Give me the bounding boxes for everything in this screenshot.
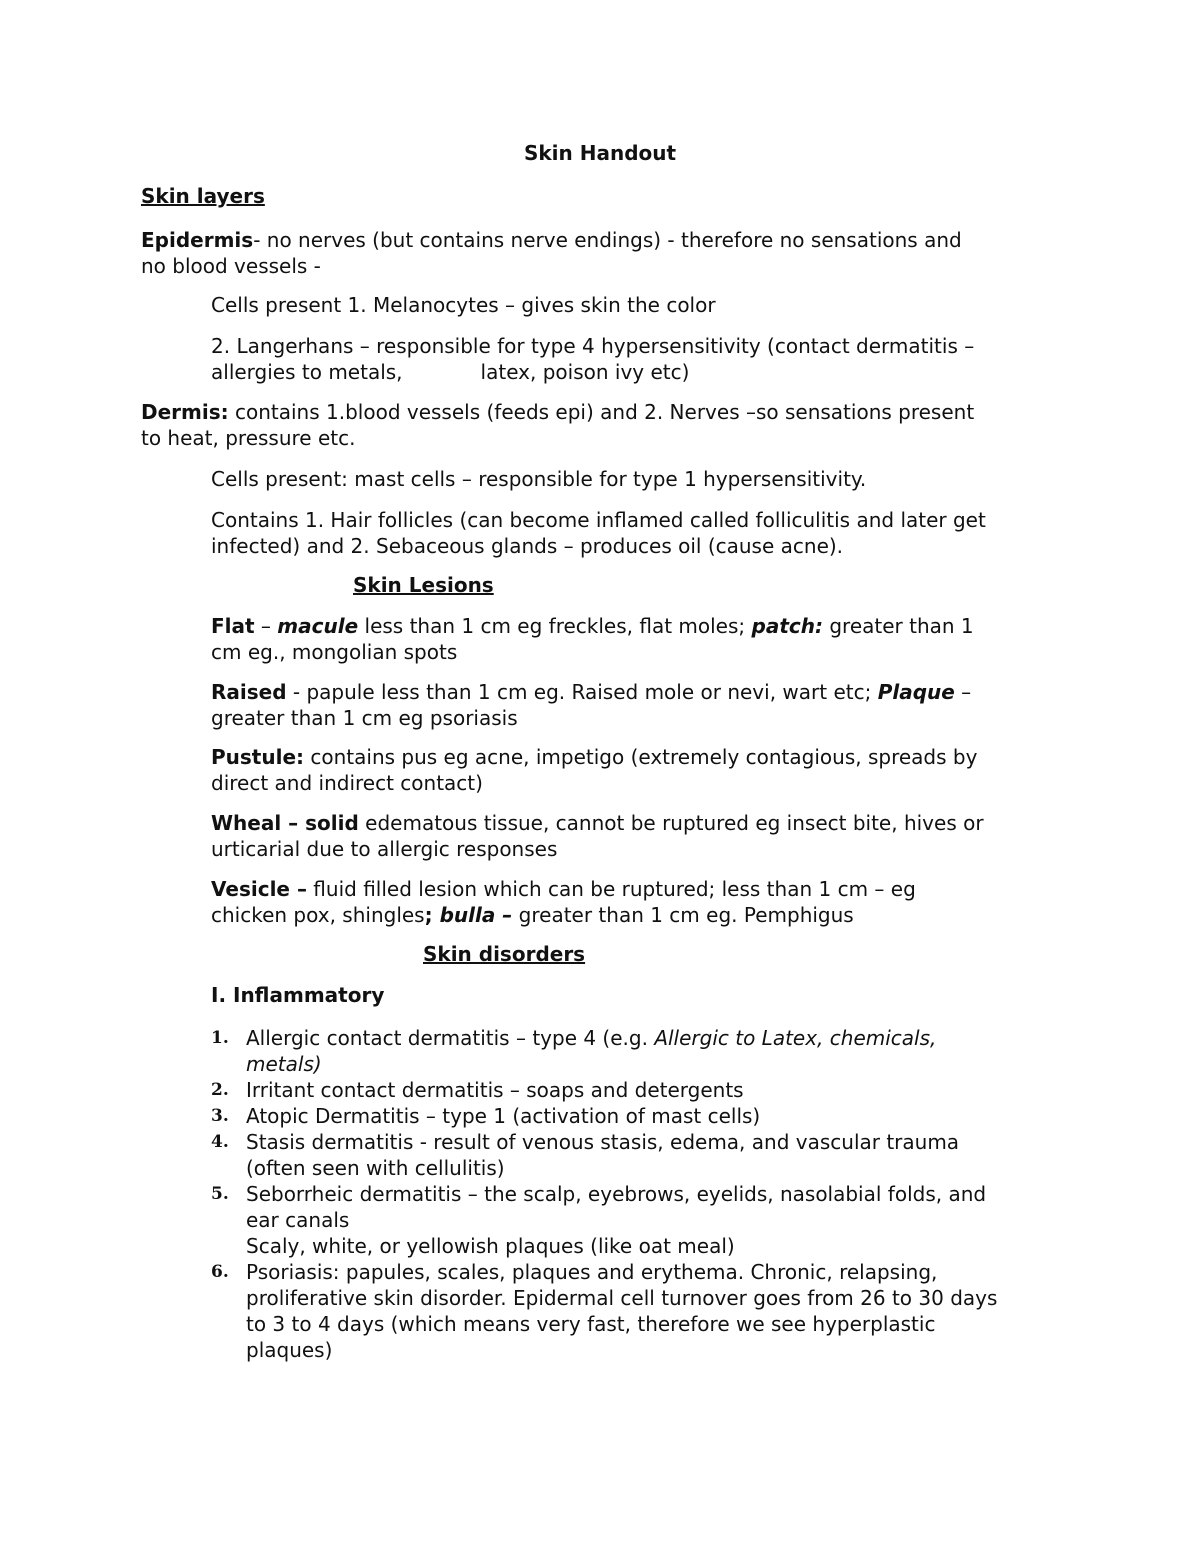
skin-lesions-heading: Skin Lesions bbox=[353, 573, 494, 597]
list-line: plaques) bbox=[246, 1338, 333, 1362]
list-number: 3. bbox=[211, 1106, 229, 1126]
list-number: 5. bbox=[211, 1184, 229, 1204]
dermis-line-1 bbox=[141, 399, 1081, 425]
contains-line-2: infected) and 2. Sebaceous glands – produces oil (cause acne). bbox=[211, 534, 844, 558]
lesion-pustule bbox=[211, 744, 1081, 796]
wheal-line-2: urticarial due to allergic responses bbox=[211, 837, 558, 861]
list-number: 4. bbox=[211, 1132, 229, 1152]
list-number: 2. bbox=[211, 1080, 229, 1100]
pustule-line-1 bbox=[211, 744, 1081, 770]
vesicle-text-1: fluid filled lesion which can be ruptured; less than 1 cm – eg bbox=[306, 877, 916, 901]
wheal-term: Wheal – solid bbox=[211, 811, 359, 835]
patch-term: patch: bbox=[751, 614, 823, 638]
list-line bbox=[246, 1025, 1071, 1051]
flat-line-1 bbox=[211, 613, 1081, 639]
list-item bbox=[211, 1259, 1071, 1363]
list-item bbox=[211, 1129, 1071, 1181]
list-number: 6. bbox=[211, 1262, 229, 1282]
vesicle-text-2b: greater than 1 cm eg. Pemphigus bbox=[512, 903, 854, 927]
lesion-flat bbox=[211, 613, 1081, 665]
lesion-raised bbox=[211, 679, 1081, 731]
epidermis-term: Epidermis bbox=[141, 228, 254, 252]
list-line: ear canals bbox=[246, 1208, 350, 1232]
epidermis-cells-2 bbox=[211, 333, 1081, 385]
plaque-term: Plaque bbox=[877, 680, 955, 704]
list-line: Atopic Dermatitis – type 1 (activation of mast cells) bbox=[246, 1104, 761, 1128]
item-text: Allergic contact dermatitis – type 4 (e.g. bbox=[246, 1026, 655, 1050]
flat-term: Flat bbox=[211, 614, 255, 638]
dermis-line-2: to heat, pressure etc. bbox=[141, 426, 356, 450]
flat-dash: – bbox=[254, 614, 278, 638]
list-item bbox=[211, 1077, 1071, 1103]
dermis-term: Dermis: bbox=[141, 400, 229, 424]
dermis-contains bbox=[211, 507, 1091, 559]
list-item bbox=[211, 1103, 1071, 1129]
epidermis-cells-1: Cells present 1. Melanocytes – gives skin the color bbox=[211, 293, 716, 317]
vesicle-line-1 bbox=[211, 876, 1081, 902]
skin-disorders-heading: Skin disorders bbox=[423, 942, 586, 966]
epidermis-line-1 bbox=[141, 227, 1061, 253]
dermis-cells: Cells present: mast cells – responsible for type 1 hypersensitivity. bbox=[211, 467, 867, 491]
epidermis-line-2: no blood vessels - bbox=[141, 254, 321, 278]
bulla-term: bulla – bbox=[432, 903, 513, 927]
list-line: metals) bbox=[246, 1052, 322, 1076]
dermis-text: contains 1.blood vessels (feeds epi) and 2. Nerves –so sensations present bbox=[228, 400, 975, 424]
dermis-paragraph bbox=[141, 399, 1081, 451]
flat-text-1: less than 1 cm eg freckles, flat moles; bbox=[358, 614, 752, 638]
flat-text-2: greater than 1 bbox=[822, 614, 974, 638]
lesion-wheal bbox=[211, 810, 1081, 862]
vesicle-text-2a: chicken pox, shingles bbox=[211, 903, 425, 927]
list-line: (often seen with cellulitis) bbox=[246, 1156, 505, 1180]
pustule-text-1: contains pus eg acne, impetigo (extremely contagious, spreads by bbox=[304, 745, 978, 769]
vesicle-term: Vesicle – bbox=[211, 877, 307, 901]
macule-term: macule bbox=[277, 614, 359, 638]
list-line: Irritant contact dermatitis – soaps and detergents bbox=[246, 1078, 744, 1102]
raised-term: Raised bbox=[211, 680, 287, 704]
list-item bbox=[211, 1025, 1071, 1077]
list-item bbox=[211, 1181, 1071, 1259]
wheal-text-1: edematous tissue, cannot be ruptured eg insect bite, hives or bbox=[358, 811, 984, 835]
inflammatory-subheading: I. Inflammatory bbox=[211, 983, 385, 1007]
inflammatory-list bbox=[211, 1025, 1071, 1363]
list-line: Stasis dermatitis - result of venous stasis, edema, and vascular trauma bbox=[246, 1130, 960, 1154]
list-line: Scaly, white, or yellowish plaques (like oat meal) bbox=[246, 1234, 735, 1258]
list-line: proliferative skin disorder. Epidermal cell turnover goes from 26 to 30 days bbox=[246, 1286, 998, 1310]
langerhans-line-1: 2. Langerhans – responsible for type 4 hypersensitivity (contact dermatitis – bbox=[211, 334, 975, 358]
pustule-term: Pustule: bbox=[211, 745, 305, 769]
raised-text-1: - papule less than 1 cm eg. Raised mole or nevi, wart etc; bbox=[286, 680, 878, 704]
wheal-line-1 bbox=[211, 810, 1081, 836]
lesion-vesicle bbox=[211, 876, 1081, 928]
list-line: Seborrheic dermatitis – the scalp, eyebrows, eyelids, nasolabial folds, and bbox=[246, 1182, 987, 1206]
raised-line-1 bbox=[211, 679, 1081, 705]
langerhans-line-2 bbox=[211, 359, 1081, 385]
contains-line-1: Contains 1. Hair follicles (can become inflamed called folliculitis and later get bbox=[211, 508, 986, 532]
vesicle-semicolon: ; bbox=[424, 903, 433, 927]
epidermis-paragraph bbox=[141, 227, 1061, 279]
skin-layers-heading: Skin layers bbox=[141, 184, 265, 208]
list-number: 1. bbox=[211, 1028, 229, 1048]
raised-line-2: greater than 1 cm eg psoriasis bbox=[211, 706, 518, 730]
pustule-line-2: direct and indirect contact) bbox=[211, 771, 483, 795]
list-line: Psoriasis: papules, scales, plaques and erythema. Chronic, relapsing, bbox=[246, 1260, 938, 1284]
epidermis-text: - no nerves (but contains nerve endings) - therefore no sensations and bbox=[253, 228, 962, 252]
raised-text-2: – bbox=[954, 680, 972, 704]
langerhans-text-a: allergies to metals, bbox=[211, 360, 403, 384]
item-italic-text: Allergic to Latex, chemicals, bbox=[654, 1026, 937, 1050]
list-line: to 3 to 4 days (which means very fast, therefore we see hyperplastic bbox=[246, 1312, 936, 1336]
langerhans-text-b: latex, poison ivy etc) bbox=[480, 360, 690, 384]
vesicle-line-2 bbox=[211, 902, 1081, 928]
flat-line-2: cm eg., mongolian spots bbox=[211, 640, 458, 664]
document-title: Skin Handout bbox=[523, 141, 677, 165]
